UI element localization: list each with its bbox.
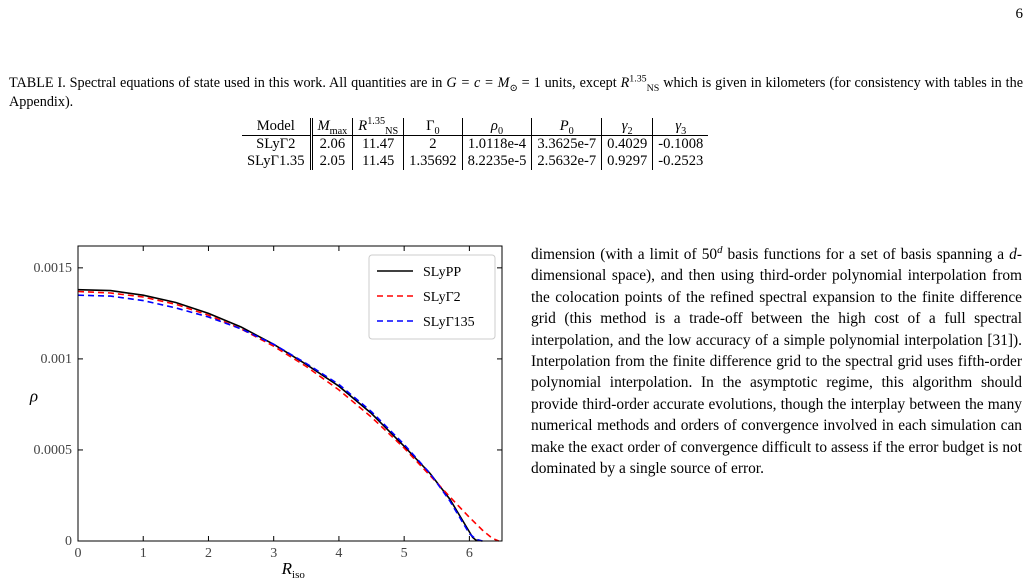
body-paragraph: dimension (with a limit of 50$^d$ basis functions for a set of basis spanning a d-dimensional space), and then using third-order polynomial interpolation from the colocation points of the refined spectral expansion to the finite difference grid (this method is a trade-off between the high cost of a full spectral interpolation, and the low accuracy of a simple polynomial interpolation [31]). Interpolation from the finite difference grid to the spectral grid uses fifth-order polynomial interpolation. In the asymptotic regime, this algorithm should provide third-order accurate evolutions, though the interplay between the many numerical methods and orders of convergence involved in each simulation can make the exact order of convergence difficult to assess if the error budget is not dominated by a single source of error. <box>531 243 1022 478</box>
y-tick-label: 0.0015 <box>33 260 72 276</box>
cell-rho0: 1.0118e-4 <box>462 136 532 154</box>
header-gamma0: $\Gamma_0$ <box>404 118 462 136</box>
cell-p0: 2.5632e-7 <box>532 153 602 170</box>
x-tick-label: 4 <box>335 546 343 561</box>
table-caption <box>9 74 1023 112</box>
page-number: 6 <box>1015 6 1023 22</box>
cell-p0: 3.3625e-7 <box>532 136 602 154</box>
caption-radius-sup: 1.35 <box>629 73 647 85</box>
x-tick-label: 5 <box>400 546 408 561</box>
cell-mmax: 2.06 <box>311 136 353 154</box>
table-row <box>242 136 708 154</box>
caption-tail: which is given in kilometers (for consistency with tables in the Appendix). <box>9 75 1023 110</box>
cell-gamma0: 2 <box>404 136 462 154</box>
cell-rho0: 8.2235e-5 <box>462 153 532 170</box>
y-axis-label: ρ <box>29 386 39 406</box>
header-gamma3: $\gamma_3$ <box>653 118 709 136</box>
header-model: Model <box>242 118 311 136</box>
cell-rns: 11.45 <box>353 153 404 170</box>
header-p0: $P_0$ <box>532 118 602 136</box>
legend-label: SLyPP <box>423 265 462 280</box>
density-profile-chart <box>0 228 505 584</box>
x-tick-label: 1 <box>139 546 147 561</box>
density-profile-figure <box>0 228 505 584</box>
caption-units-expr: G = c = M <box>446 75 510 91</box>
table-header-row <box>242 118 708 136</box>
caption-lead: TABLE I. Spectral equations of state used in this work. All quantities are in <box>9 75 447 91</box>
header-rho0: $\rho_0$ <box>462 118 532 136</box>
x-tick-label: 3 <box>270 546 278 561</box>
y-tick-label: 0 <box>65 534 72 549</box>
x-tick-label: 2 <box>204 546 212 561</box>
eos-table <box>242 118 708 170</box>
cell-gamma0: 1.35692 <box>404 153 462 170</box>
y-tick-label: 0.0005 <box>33 442 72 458</box>
x-tick-label: 6 <box>465 546 473 561</box>
caption-units-sub: ⊙ <box>509 82 518 94</box>
cell-gamma3: -0.1008 <box>653 136 709 154</box>
cell-gamma2: 0.9297 <box>602 153 653 170</box>
cell-gamma3: -0.2523 <box>653 153 709 170</box>
cell-model: SLyΓ2 <box>242 136 311 154</box>
header-rns: $R^{1.35}_{NS}$ <box>353 118 404 136</box>
caption-radius-sub: NS <box>646 82 660 94</box>
caption-radius-symbol: R <box>620 75 630 91</box>
cell-mmax: 2.05 <box>311 153 353 170</box>
table-row <box>242 153 708 170</box>
y-tick-label: 0.001 <box>40 351 72 367</box>
caption-units-tail: = 1 units, except <box>517 75 621 91</box>
legend-label: SLyΓ2 <box>423 290 461 305</box>
legend <box>369 255 495 339</box>
cell-model: SLyΓ1.35 <box>247 153 305 169</box>
header-gamma2: $\gamma_2$ <box>602 118 653 136</box>
cell-gamma2: 0.4029 <box>602 136 653 154</box>
cell-rns: 11.47 <box>353 136 404 154</box>
header-mmax: $M_{max}$ <box>311 118 353 136</box>
x-axis-label: $R_{iso}$ <box>281 559 305 581</box>
x-tick-label: 0 <box>74 546 82 561</box>
legend-label: SLyΓ135 <box>423 315 475 330</box>
